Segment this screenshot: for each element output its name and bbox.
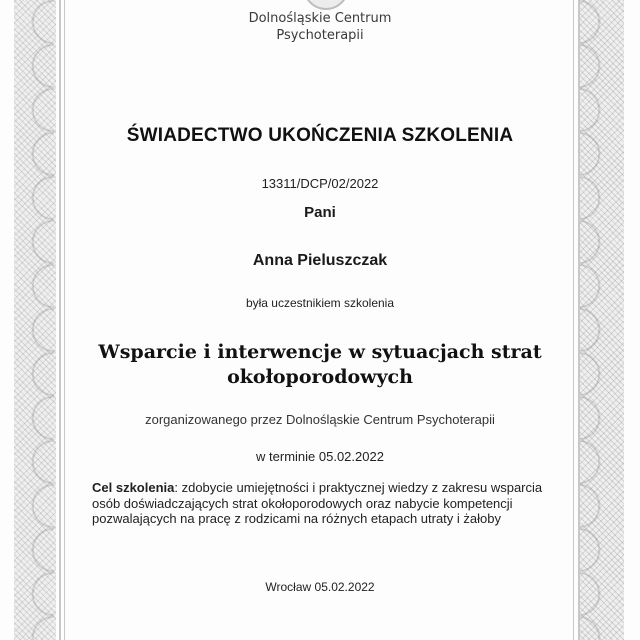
training-date: w terminie 05.02.2022 [256,449,384,464]
border-rule-left-outer [59,0,61,640]
decorative-border-left [14,0,56,640]
organization-name-line2: Psychoterapii [276,28,364,43]
organization-logo-icon [303,0,349,10]
certificate-title: ŚWIADECTWO UKOŃCZENIA SZKOLENIA [126,125,514,146]
course-title-line1: Wsparcie i interwencje w sytuacjach strat [98,341,542,363]
salutation: Pani [304,204,336,221]
training-goal [92,480,552,527]
border-rule-right-outer [578,0,580,640]
organization-name-line1: Dolnośląskie Centrum [248,11,392,26]
border-rule-left-inner [64,0,65,640]
organization-name [0,10,640,44]
certificate-number: 13311/DCP/02/2022 [261,176,379,191]
course-title [0,340,640,390]
organizer-text: zorganizowanego przez Dolnośląskie Centrum Psychoterapii [145,412,495,427]
decorative-border-right [578,0,624,640]
course-title-line2: okołoporodowych [227,366,413,388]
place-and-date: Wrocław 05.02.2022 [265,580,375,594]
participation-text: była uczestnikiem szkolenia [245,296,395,310]
border-rule-right-inner [573,0,574,640]
goal-label: Cel szkolenia [92,480,175,495]
recipient-name: Anna Pieluszczak [252,252,388,269]
goal-text: : zdobycie umiejętności i praktycznej wiedzy z zakresu wsparcia osób doświadczających strat okołoporodowych oraz nabycie kompetencji pozwalających na pracę z rodzicami na różnych etapach utraty i żałoby [92,480,543,526]
